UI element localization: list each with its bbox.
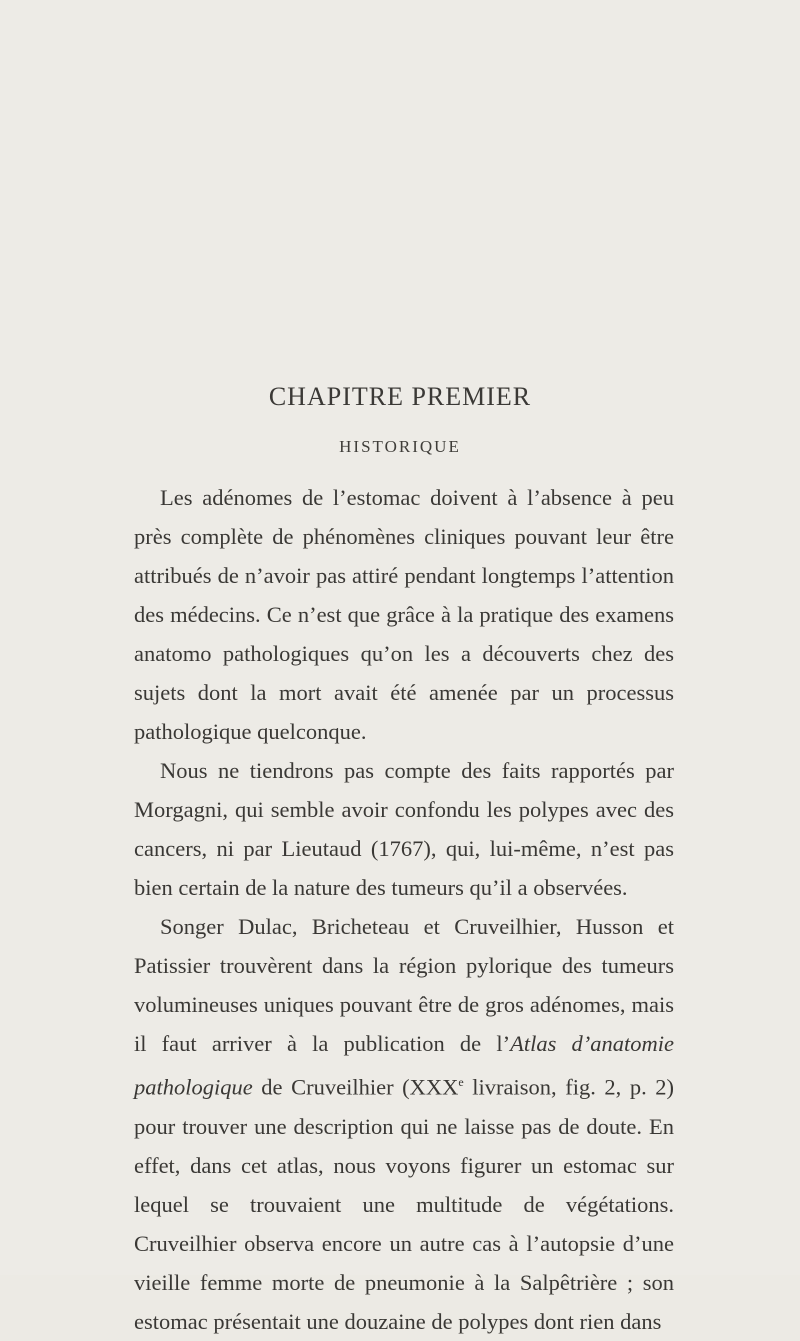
atlas-title: Atlas d’anatomie pathologique [134,1031,675,1100]
paragraph-3 [134,907,674,1341]
paragraph-2: Nous ne tiendrons pas compte des faits rapportés par Morgagni, qui semble avoir confondu les polypes avec des cancers, ni par Lieutaud (1767), qui, lui-même, n’est pas bien certain de la nature des tumeurs qu’il a observées. [134,758,674,900]
paragraph-3-part-b: de Cruveilhier (XXX [252,1074,459,1100]
paragraph-3-part-c: livraison, fig. 2, p. 2) pour trouver une description qui ne laisse pas de doute. En effet, dans cet atlas, nous voyons figurer un estomac sur lequel se trouvaient une multitude de végétations. Cruveilhier observa encore un autre cas à l’autopsie d’une vieille femme morte de pneumonie à la Salpêtrière ; son estomac présentait une douzaine de polypes dont rien dans [134,1074,674,1334]
superscript-e: e [458,1075,464,1089]
paragraph-3-part-a: Songer Dulac, Bricheteau et Cruveilhier, Husson et Patissier trouvèrent dans la région pylorique des tumeurs volumineuses uniques pouvant être de gros adénomes, mais il faut arriver à la publication de l’ [134,914,674,1056]
body-text [134,478,674,1341]
chapter-title: CHAPITRE PREMIER [268,382,532,411]
section-title: HISTORIQUE [339,437,461,456]
paragraph-1: Les adénomes de l’estomac doivent à l’absence à peu près complète de phénomènes cliniques pouvant leur être attribués de n’avoir pas attiré pendant longtemps l’attention des médecins. Ce n’est que grâce à la pratique des examens anatomo pathologiques qu’on les a découverts chez des sujets dont la mort avait été amenée par un processus pathologique quelconque. [134,485,674,744]
